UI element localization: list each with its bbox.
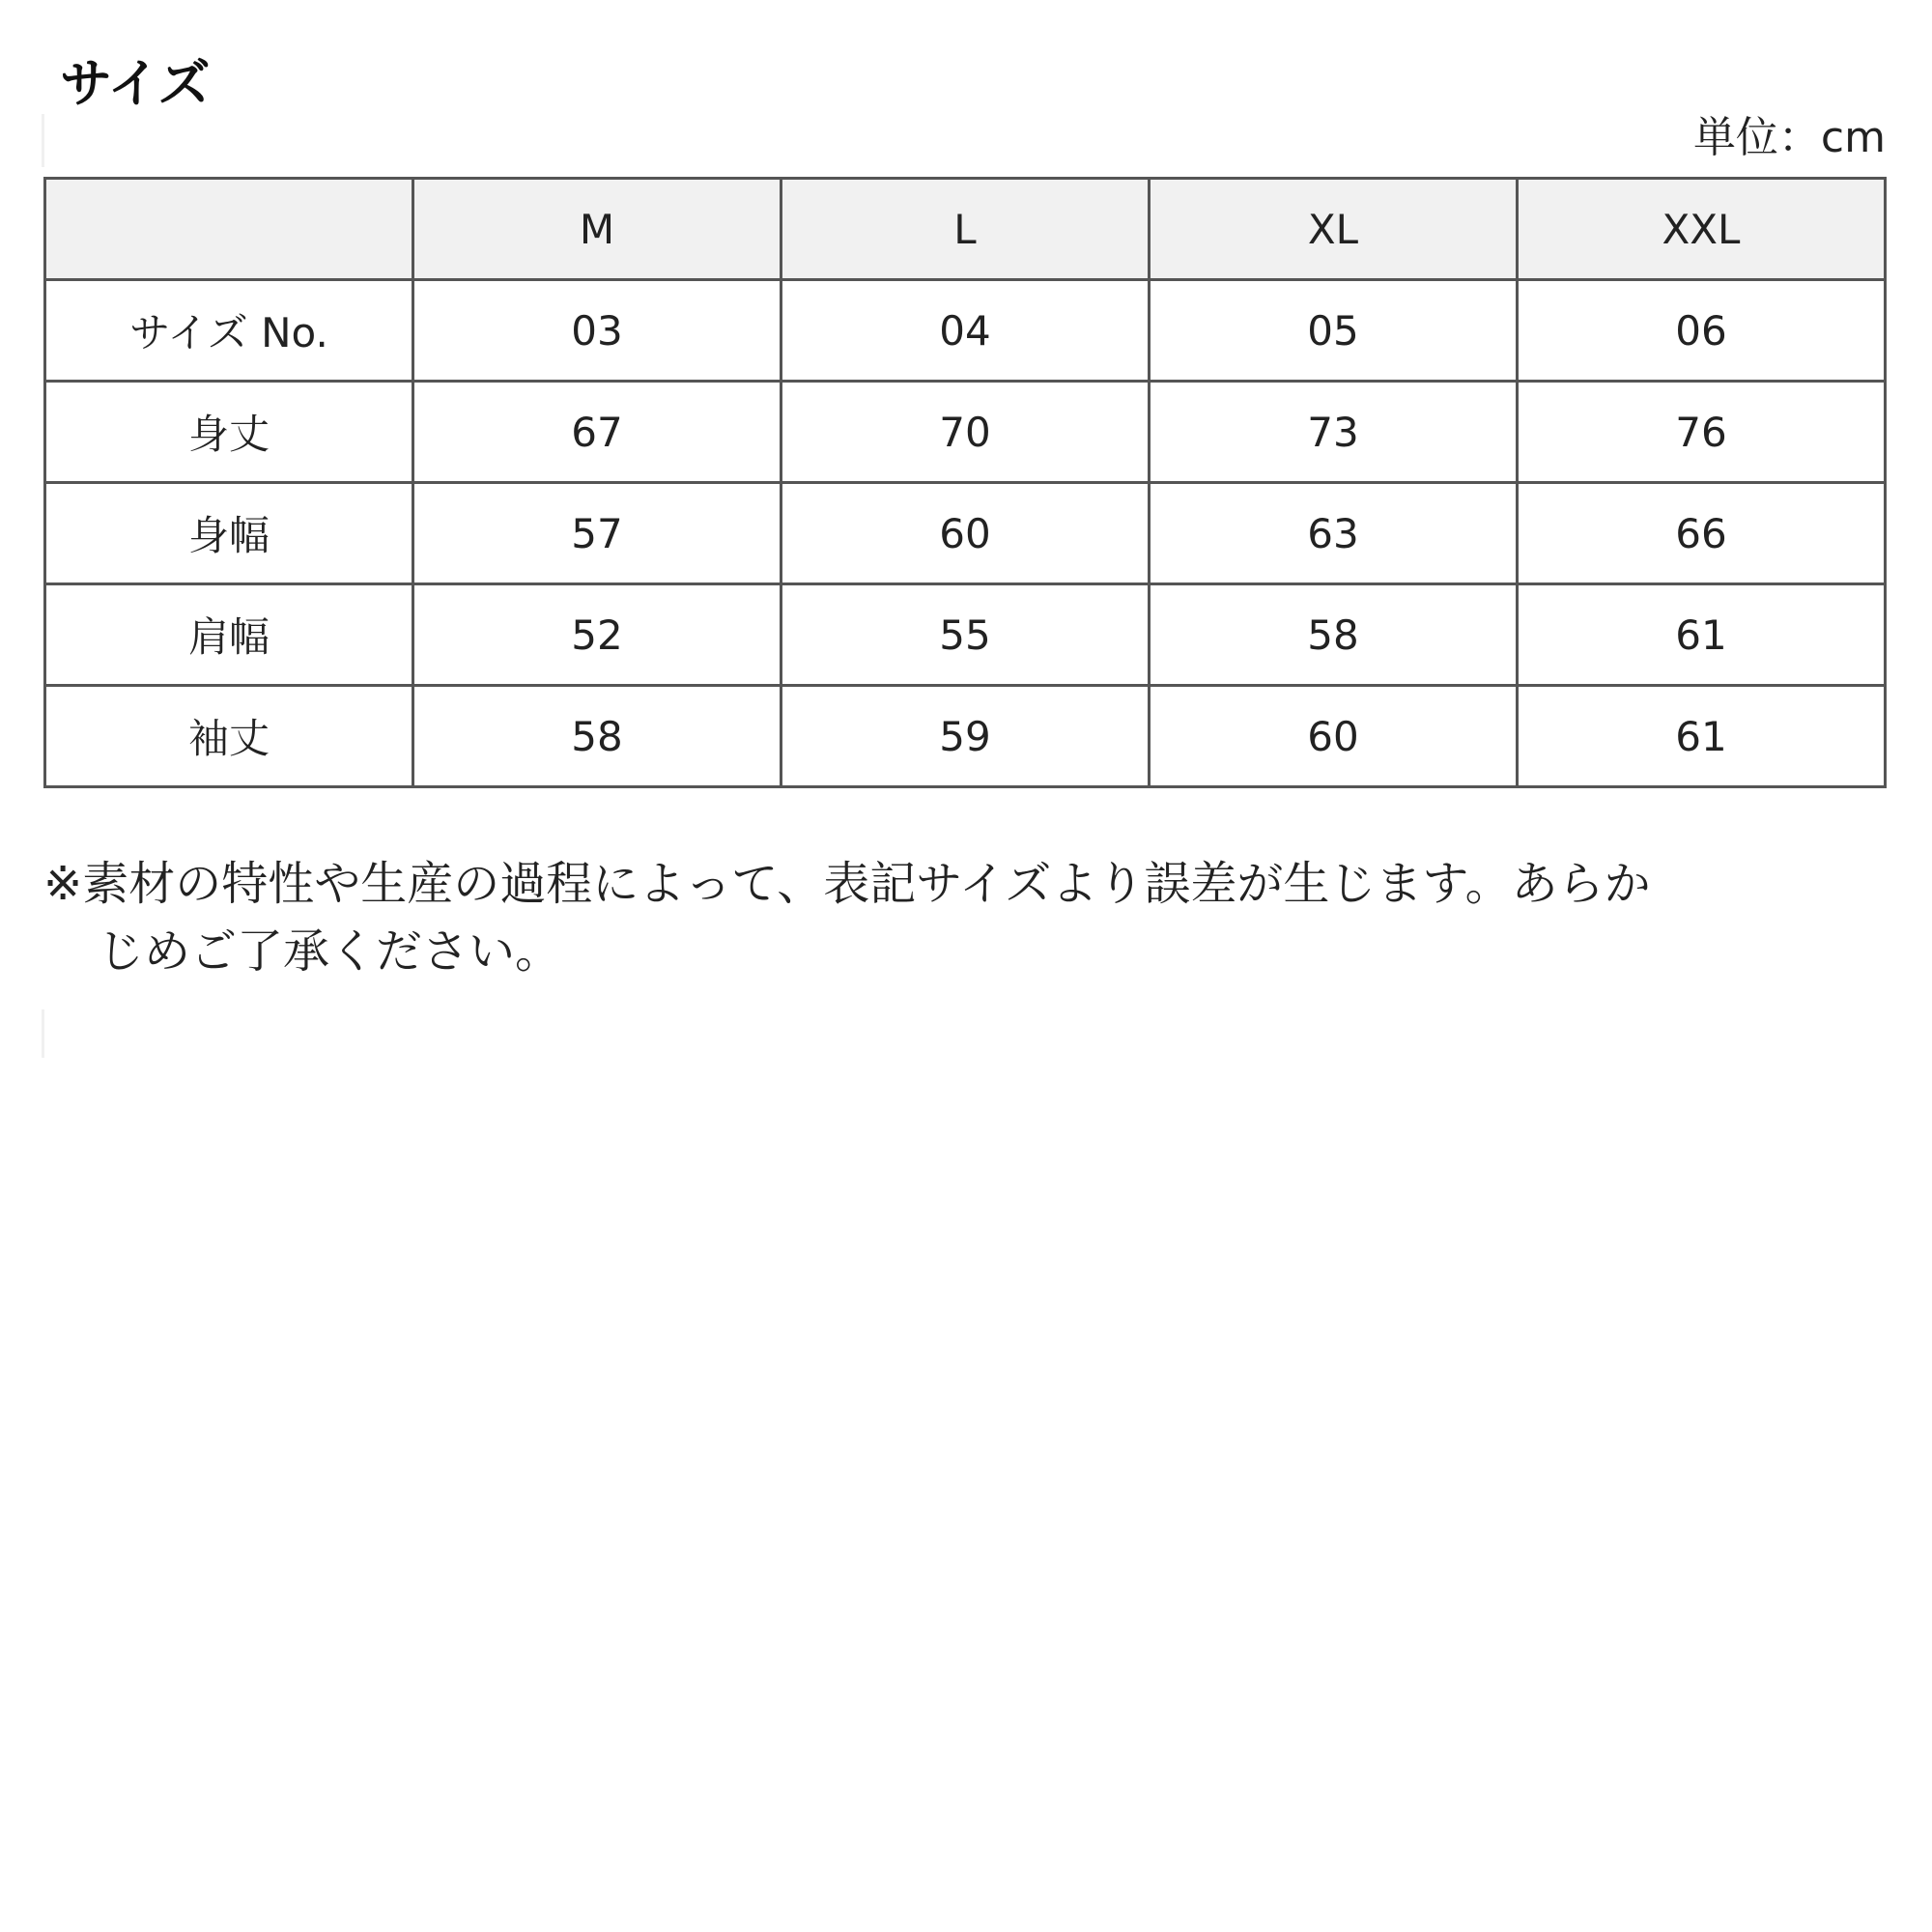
table-cell: 59 (781, 686, 1150, 787)
table-cell: 58 (1150, 584, 1518, 686)
table-cell: 66 (1518, 483, 1886, 584)
table-header-row (45, 179, 1886, 280)
header-cell-xl: XL (1150, 179, 1518, 280)
note-line-2: じめご了承ください。 (98, 924, 562, 979)
table-cell: 63 (1150, 483, 1518, 584)
table-cell: 05 (1150, 280, 1518, 382)
table-cell: 57 (413, 483, 781, 584)
page-title: サイズ (60, 53, 210, 114)
decorative-divider-top (42, 114, 44, 167)
unit-label: 単位：cm (1692, 113, 1886, 162)
table-row (45, 280, 1886, 382)
table-row (45, 483, 1886, 584)
header-cell-l: L (781, 179, 1150, 280)
row-label-body-length: 身丈 (45, 382, 413, 483)
row-label-sleeve-length: 袖丈 (45, 686, 413, 787)
size-note (43, 850, 1860, 985)
table-cell: 58 (413, 686, 781, 787)
table-cell: 73 (1150, 382, 1518, 483)
table-cell: 61 (1518, 584, 1886, 686)
table-row (45, 686, 1886, 787)
row-label-body-width: 身幅 (45, 483, 413, 584)
header-cell-corner (45, 179, 413, 280)
table-cell: 61 (1518, 686, 1886, 787)
table-cell: 06 (1518, 280, 1886, 382)
table-cell: 52 (413, 584, 781, 686)
table-row (45, 584, 1886, 686)
table-cell: 04 (781, 280, 1150, 382)
decorative-divider-bottom (42, 1009, 44, 1058)
header-cell-m: M (413, 179, 781, 280)
table-cell: 70 (781, 382, 1150, 483)
table-cell: 55 (781, 584, 1150, 686)
table-cell: 60 (781, 483, 1150, 584)
table-cell: 67 (413, 382, 781, 483)
table-cell: 03 (413, 280, 781, 382)
row-label-size-no: サイズ No. (45, 280, 413, 382)
note-line-1: ※素材の特性や生産の過程によって、表記サイズより誤差が生じます。あらか (43, 857, 1651, 911)
row-label-shoulder-width: 肩幅 (45, 584, 413, 686)
size-table (43, 177, 1887, 788)
table-row (45, 382, 1886, 483)
table-cell: 60 (1150, 686, 1518, 787)
header-cell-xxl: XXL (1518, 179, 1886, 280)
table-cell: 76 (1518, 382, 1886, 483)
